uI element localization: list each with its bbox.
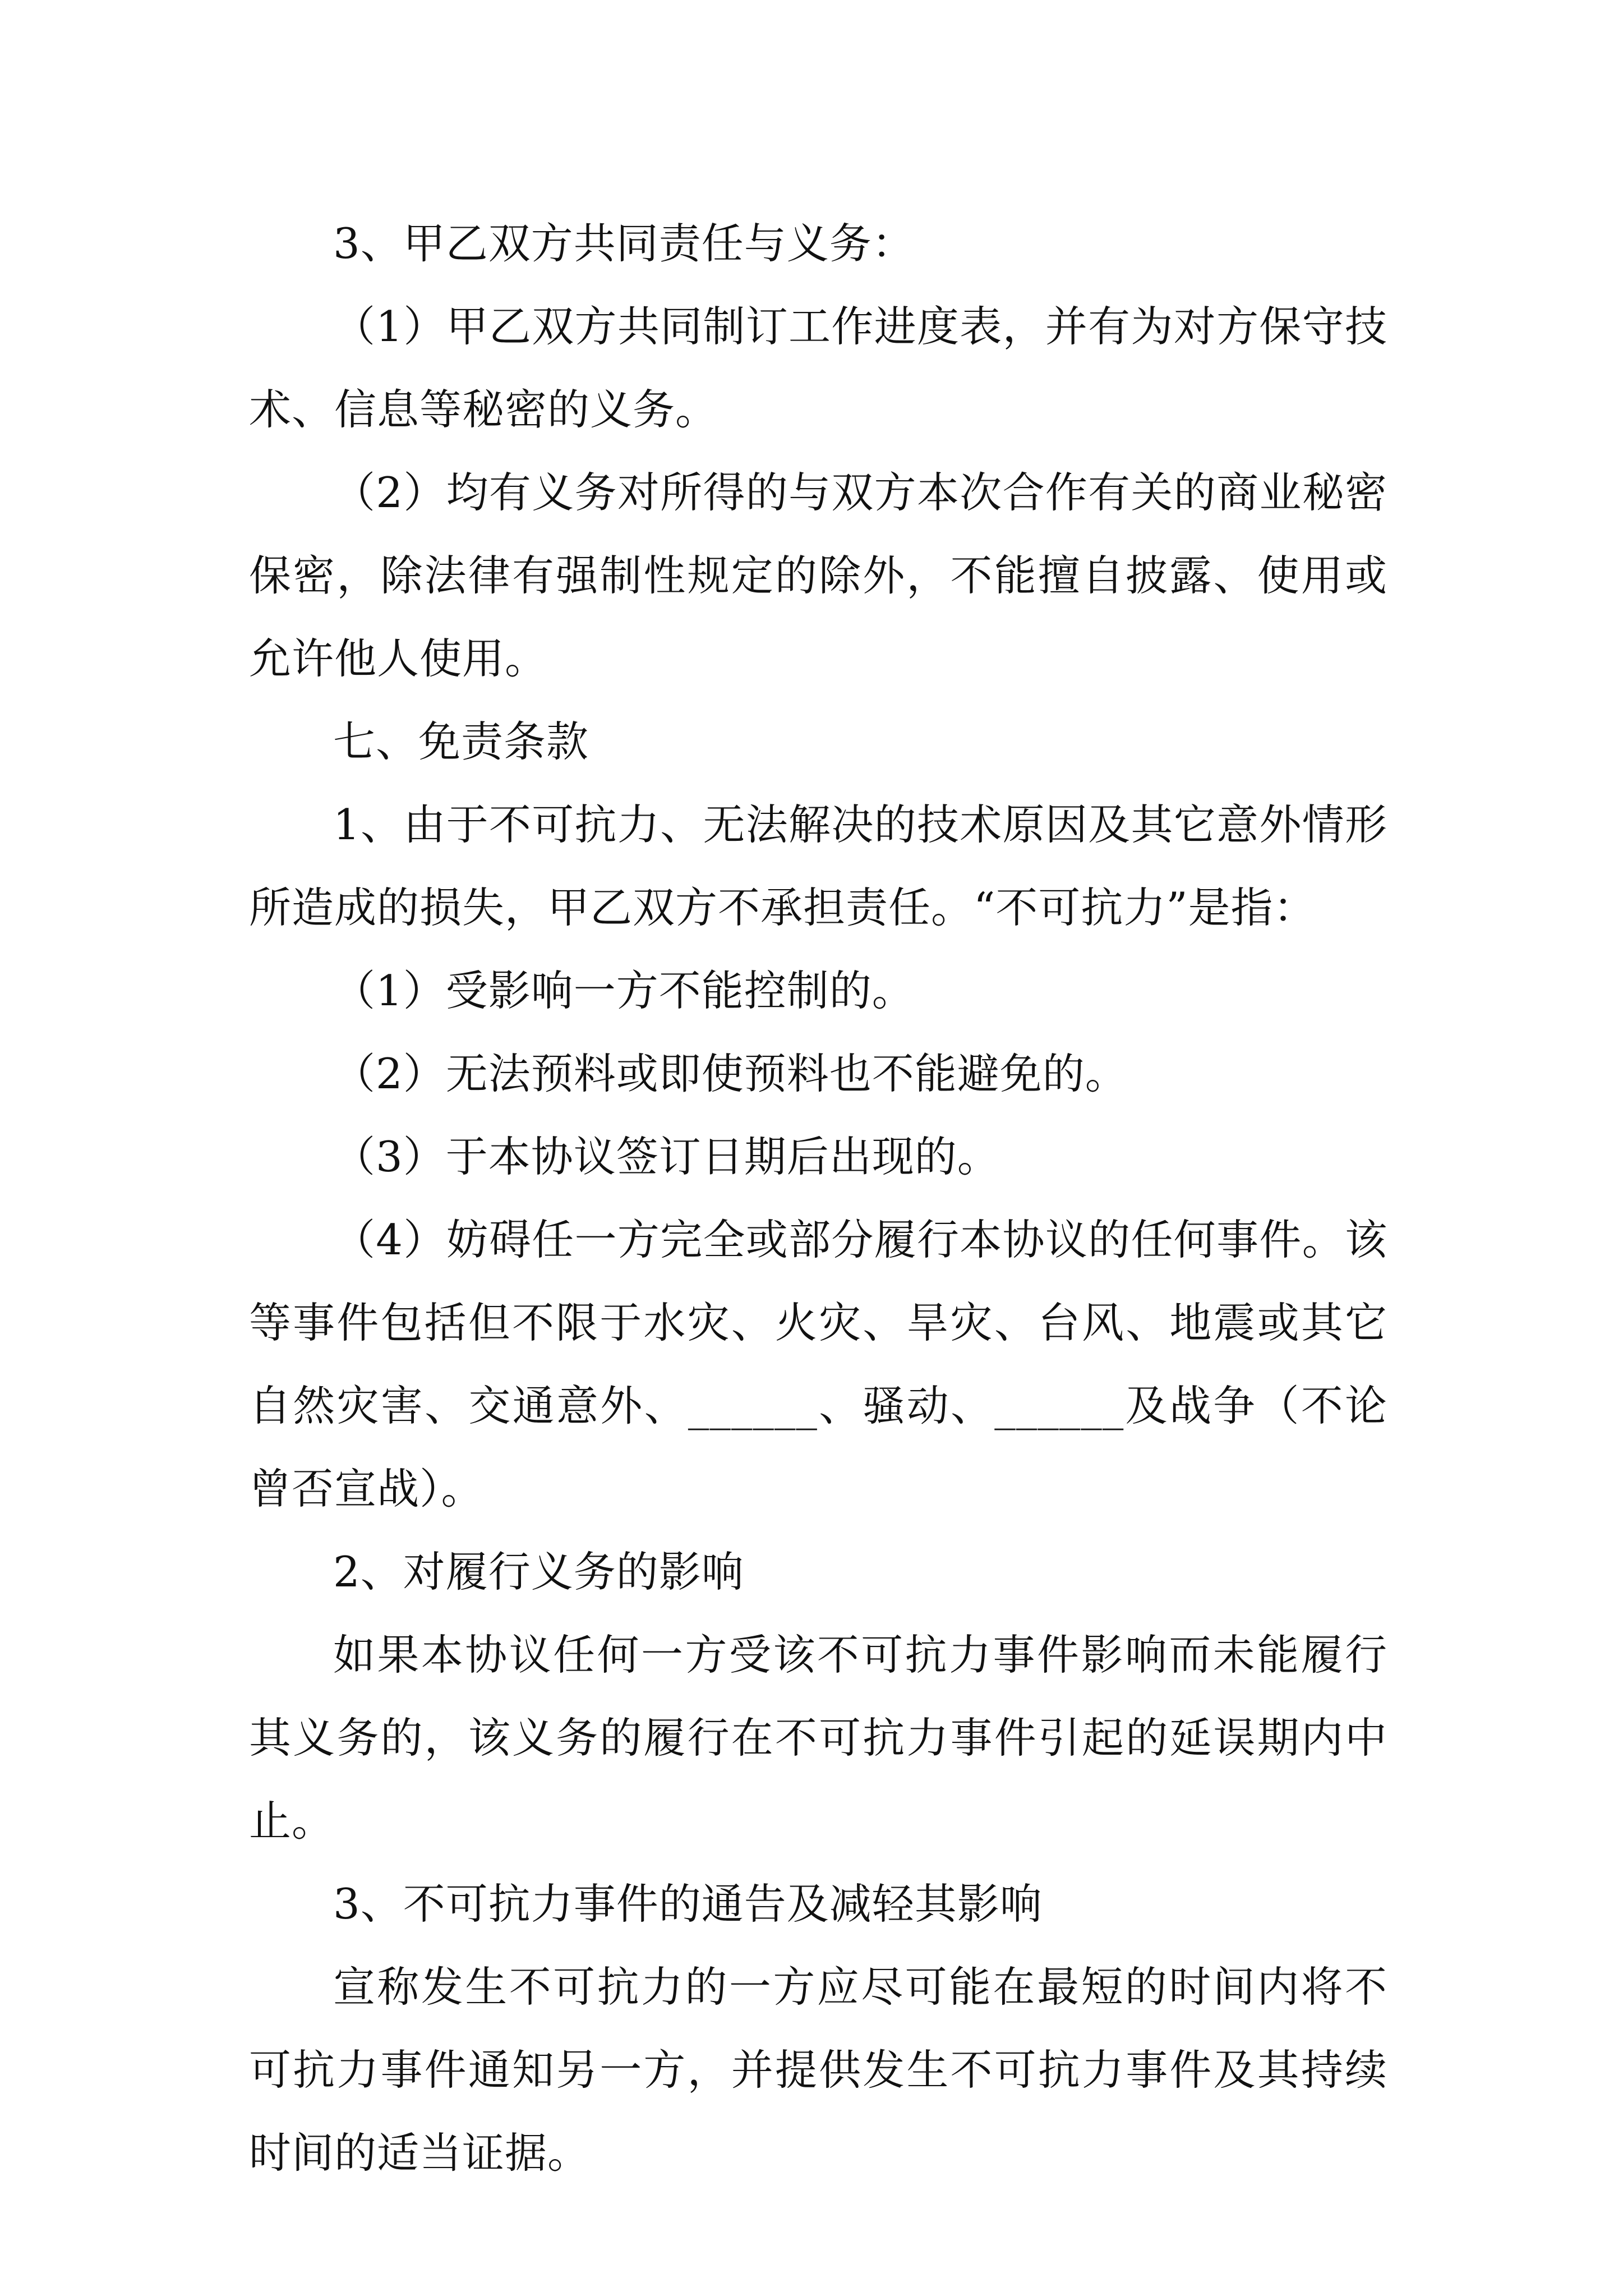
paragraph-fm-item-4: （4）妨碍任一方完全或部分履行本协议的任何事件。该等事件包括但不限于水灾、火灾、旱灾、台风、地震或其它自然灾害、交通意外、______、骚动、______及战争（不论曾否宣战）。 — [249, 1215, 1387, 1513]
paragraph-obligation-2: （2）均有义务对所得的与双方本次合作有关的商业秘密保密，除法律有强制性规定的除外，不能擅自披露、使用或允许他人使用。 — [249, 468, 1387, 683]
paragraph-fm-item-2: （2）无法预料或即使预料也不能避免的。 — [333, 1049, 1128, 1098]
subheading-impact-on-obligations: 2、对履行义务的影响 — [333, 1547, 744, 1596]
paragraph-force-majeure-definition: 1、由于不可抗力、无法解决的技术原因及其它意外情形所造成的损失，甲乙双方不承担责任。“不可抗力”是指： — [249, 800, 1387, 932]
document-body — [249, 202, 1387, 2194]
paragraph-fm-item-1: （1）受影响一方不能控制的。 — [333, 966, 915, 1015]
paragraph-obligation-1: （1）甲乙双方共同制订工作进度表，并有为对方保守技术、信息等秘密的义务。 — [249, 302, 1387, 434]
paragraph-impact-on-obligations: 如果本协议任何一方受该不可抗力事件影响而未能履行其义务的，该义务的履行在不可抗力事件引起的延误期内中止。 — [249, 1630, 1387, 1846]
subheading-notice-and-mitigation: 3、不可抗力事件的通告及减轻其影响 — [333, 1879, 1043, 1929]
section-heading-disclaimer: 七、免责条款 — [333, 717, 589, 766]
paragraph-notice-and-mitigation: 宣称发生不可抗力的一方应尽可能在最短的时间内将不可抗力事件通知另一方，并提供发生不可抗力事件及其持续时间的适当证据。 — [249, 1962, 1387, 2178]
paragraph-joint-obligations-heading: 3、甲乙双方共同责任与义务： — [333, 219, 915, 268]
paragraph-fm-item-3: （3）于本协议签订日期后出现的。 — [333, 1132, 1000, 1181]
